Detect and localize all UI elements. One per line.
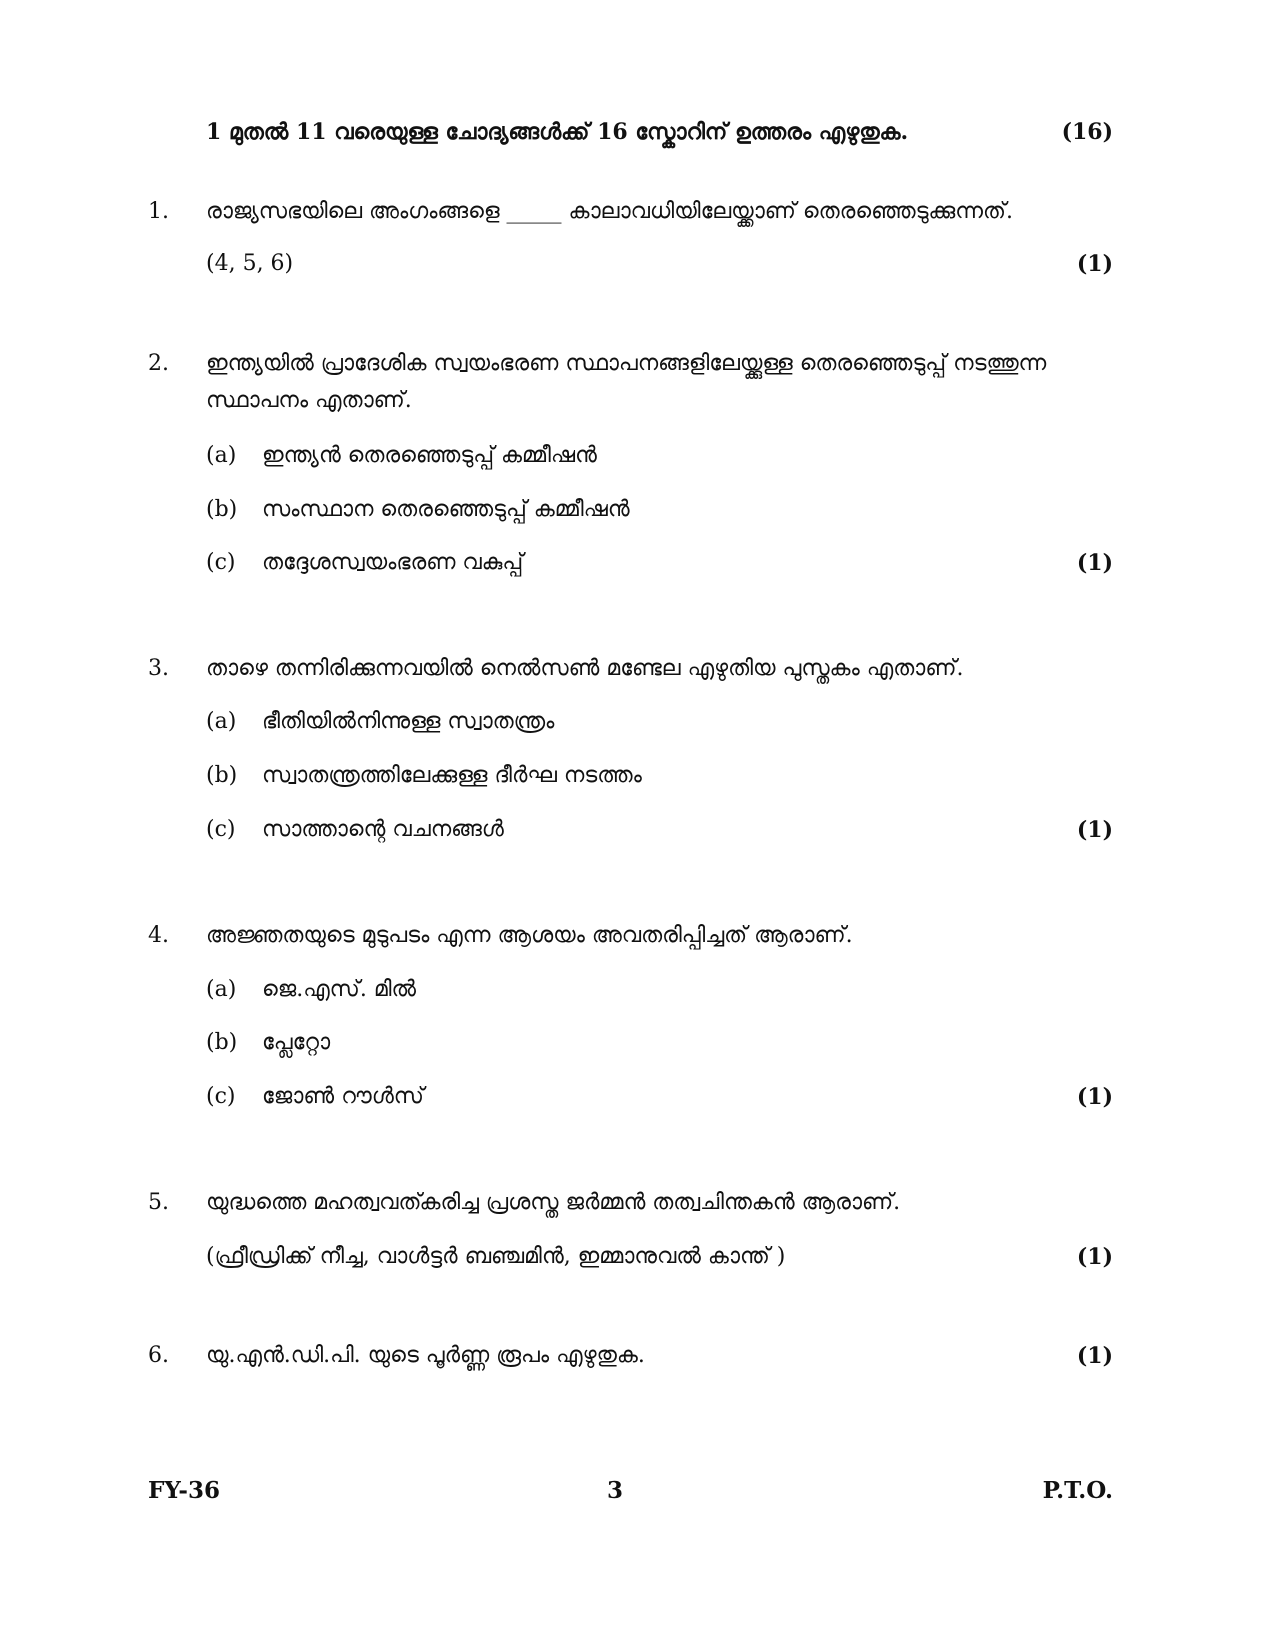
question-2-number: 2.	[148, 351, 169, 376]
footer-pto: P.T.O.	[1042, 1477, 1113, 1504]
question-2-option-a: ഇന്ത്യൻ തെരഞ്ഞെടുപ്പ് കമ്മീഷൻ	[262, 443, 597, 468]
question-6-marks: (1)	[1076, 1343, 1113, 1369]
question-2-text-line2: സ്ഥാപനം എതാണ്.	[206, 388, 412, 413]
question-5-number: 5.	[148, 1190, 169, 1215]
question-4-text: അജ്ഞതയുടെ മുടുപടം എന്ന ആശയം അവതരിപ്പിച്ചത് ആരാണ്.	[206, 923, 853, 948]
question-2-option-b-letter: (b)	[206, 497, 238, 522]
question-4-option-b-letter: (b)	[206, 1030, 238, 1055]
question-3-option-b: സ്വാതന്ത്രത്തിലേക്കുള്ള ദീർഘ നടത്തം	[262, 763, 642, 788]
question-1-number: 1.	[148, 199, 169, 224]
question-6-text: യു.എൻ.ഡി.പി. യുടെ പൂർണ്ണ രൂപം എഴുതുക.	[206, 1343, 645, 1368]
question-3-option-a: ഭീതിയിൽനിന്നുള്ള സ്വാതന്ത്രം	[262, 709, 555, 734]
question-5-marks: (1)	[1076, 1244, 1113, 1270]
question-5-choices: (ഫ്രീഡ്രിക്ക് നീച്ച, വാൾട്ടർ ബഞ്ചമിൻ, ഇമ്മാനുവൽ കാന്ത് )	[206, 1244, 786, 1269]
instruction-marks: (16)	[1061, 119, 1113, 145]
question-2-option-b: സംസ്ഥാന തെരഞ്ഞെടുപ്പ് കമ്മീഷൻ	[262, 497, 630, 522]
question-3-number: 3.	[148, 656, 169, 681]
question-4-option-c-letter: (c)	[206, 1084, 236, 1109]
footer-page-number: 3	[606, 1477, 623, 1504]
question-5-text: യുദ്ധത്തെ മഹത്വവത്കരിച്ച പ്രശസ്ത ജർമ്മൻ തത്വചിന്തകൻ ആരാണ്.	[206, 1190, 901, 1215]
question-2-option-a-letter: (a)	[206, 443, 237, 468]
question-2-option-c: തദ്ദേശസ്വയംഭരണ വകുപ്പ്	[262, 550, 524, 575]
question-2-text-line1: ഇന്ത്യയിൽ പ്രാദേശിക സ്വയംഭരണ സ്ഥാപനങ്ങളിലേയ്ക്കുള്ള തെരഞ്ഞെടുപ്പ് നടത്തുന്ന	[206, 351, 1047, 376]
question-4-option-b: പ്ലേറ്റോ	[262, 1030, 331, 1055]
footer-paper-code: FY-36	[148, 1477, 220, 1504]
question-4-number: 4.	[148, 923, 169, 948]
question-4-option-c: ജോൺ റൗൾസ്	[262, 1084, 424, 1109]
instruction-text: 1 മുതൽ 11 വരെയുള്ള ചോദ്യങ്ങൾക്ക് 16 സ്കോറിന് ഉത്തരം എഴുതുക.	[206, 119, 909, 145]
question-4-marks: (1)	[1076, 1084, 1113, 1110]
question-4-option-a: ജെ.എസ്. മിൽ	[262, 977, 417, 1002]
question-3-option-c-letter: (c)	[206, 817, 236, 842]
question-4-option-a-letter: (a)	[206, 977, 237, 1002]
question-1-choices: (4, 5, 6)	[206, 251, 294, 276]
question-1-marks: (1)	[1076, 251, 1113, 277]
question-1-text: രാജ്യസഭയിലെ അംഗംങ്ങളെ _____ കാലാവധിയിലേയ്ക്കാണ് തെരഞ്ഞെടുക്കുന്നത്.	[206, 199, 1013, 224]
question-6-number: 6.	[148, 1343, 169, 1368]
question-3-marks: (1)	[1076, 817, 1113, 843]
question-2-marks: (1)	[1076, 550, 1113, 576]
question-2-option-c-letter: (c)	[206, 550, 236, 575]
question-3-text: താഴെ തന്നിരിക്കുന്നവയിൽ നെൽസൺ മണ്ടേല എഴുതിയ പുസ്തകം എതാണ്.	[206, 656, 964, 681]
question-3-option-c: സാത്താന്റെ വചനങ്ങൾ	[262, 817, 504, 842]
question-3-option-a-letter: (a)	[206, 709, 237, 734]
question-3-option-b-letter: (b)	[206, 763, 238, 788]
